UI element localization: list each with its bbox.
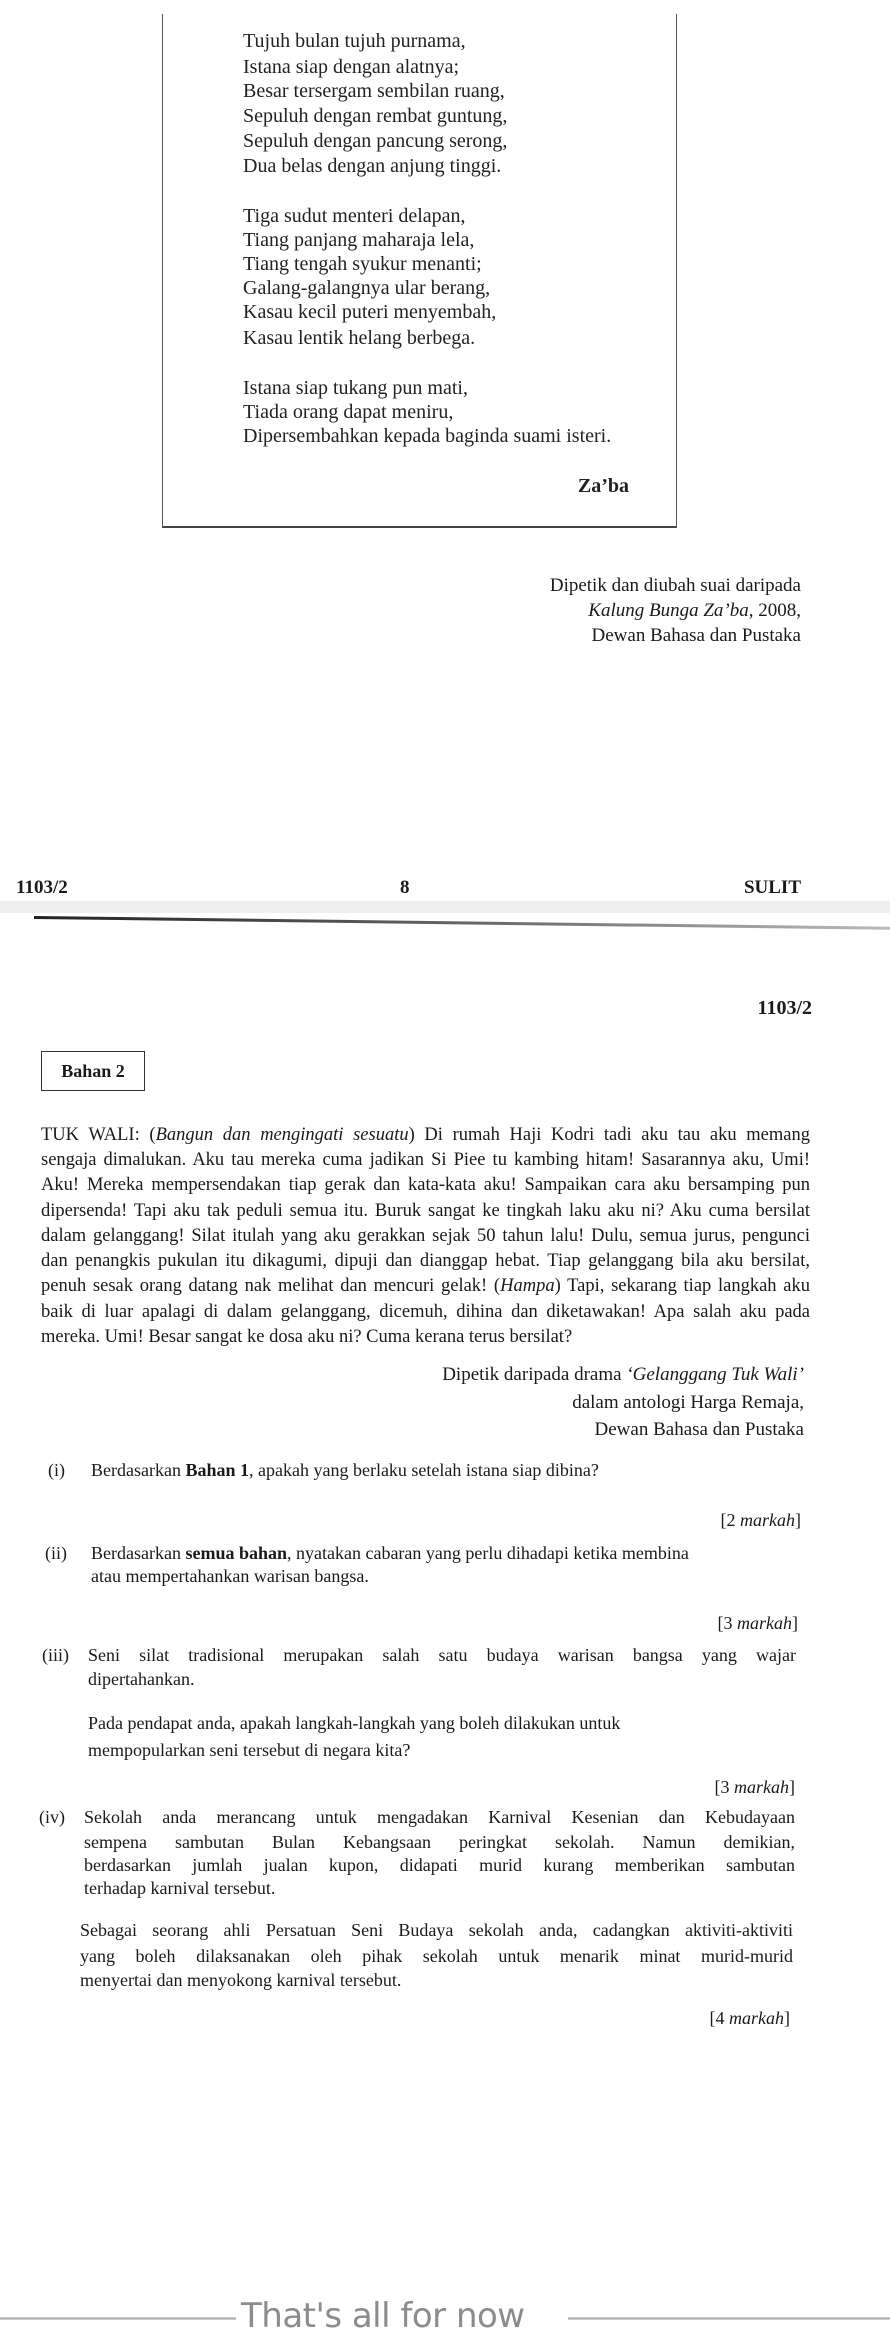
poem-line [243,277,490,299]
passage-line [41,1301,810,1323]
question-line [84,1854,795,1876]
text-segment: dan penangkis pukulan itu dikagumi, dipuji dan dianggap hebat. Tiap gelanggang bila aku bersilat, [41,1251,810,1271]
bold-text: semua bahan [185,1543,287,1563]
text-segment: Dewan Bahasa dan Pustaka [594,1419,804,1440]
marks-label [721,1509,802,1531]
italic-text: markah [737,1613,792,1633]
question-number: (i) [48,1460,65,1480]
drama-citation-line [595,1419,804,1441]
text-segment: mempopularkan seni tersebut di negara kita? [88,1740,411,1760]
text-segment: baik di luar apalagi di dalam gelanggang, dicemuh, dihina dan diketawakan! Apa salah aku pada [41,1302,810,1322]
text-segment: dalam antologi Harga Remaja, [572,1392,804,1413]
question-line [88,1644,796,1666]
poem-line [243,229,474,251]
text-segment: ] [789,1777,795,1797]
passage-line [41,1174,810,1196]
question-line [84,1877,275,1899]
footer-sulit-label: SULIT [743,877,801,898]
text-segment: sempena sambutan Bulan Kebangsaan peringkat sekolah. Namun demikian, [84,1832,795,1852]
end-divider-left [0,2317,236,2320]
text-segment: Istana siap tukang pun mati, [243,377,468,399]
passage-line [41,1124,810,1146]
passage-line [41,1250,810,1272]
text-segment: , apakah yang berlaku setelah istana siap dibina? [249,1460,599,1480]
poem-line [243,205,466,227]
marks-label [718,1612,799,1634]
marks-label [715,1776,796,1798]
text-segment: berdasarkan jumlah jualan kupon, didapati murid kurang memberikan sambutan [84,1855,795,1875]
poem-line [243,130,507,152]
text-segment: terhadap karnival tersebut. [84,1878,276,1898]
text-segment: ) Tapi, sekarang tiap langkah aku [554,1276,810,1296]
text-segment: sengaja dimalukan. Aku tau mereka cuma jadikan Si Piee tu kambing hitam! Sasarannya aku, Umi! [41,1150,810,1170]
poem-citation-line [588,600,801,622]
end-divider-right [568,2317,890,2320]
text-segment: Pada pendapat anda, apakah langkah-langkah yang boleh dilakukan untuk [88,1713,621,1733]
text-segment: [2 [720,1510,740,1530]
question-line [91,1459,599,1481]
text-segment: Tiang panjang maharaja lela, [243,229,475,251]
text-segment: Tiang tengah syukur menanti; [243,253,482,275]
question-line [91,1542,689,1564]
poem-line [243,56,459,78]
text-segment: Sebagai seorang ahli Persatuan Seni Budaya sekolah anda, cadangkan aktiviti-aktiviti [80,1920,793,1940]
text-segment: ] [795,1510,801,1530]
italic-text: Bangun dan mengingati sesuatu [155,1125,409,1145]
text-segment: Galang-galangnya ular berang, [243,277,491,299]
text-segment: Seni silat tradisional merupakan salah satu budaya warisan bangsa yang wajar [88,1645,796,1665]
poem-line [243,327,475,349]
text-segment: yang boleh dilaksanakan oleh pihak sekolah untuk menarik minat murid-murid [80,1946,793,1966]
text-segment: mereka. Umi! Besar sangat ke dosa aku ni? Cuma kerana terus bersilat? [41,1327,573,1347]
text-segment: Dewan Bahasa dan Pustaka [591,625,801,646]
text-segment: [4 [709,2008,729,2028]
text-segment: penuh sesak orang datang nak melihat dan mencuri gelak! ( [41,1276,501,1296]
drama-citation-line [572,1392,804,1414]
page-break-band [0,901,890,913]
question-number: (iv) [39,1807,65,1827]
italic-text: Hampa [500,1276,555,1296]
text-segment: Dipetik daripada drama [442,1364,627,1385]
text-segment: Sepuluh dengan pancung serong, [243,130,508,152]
italic-text: markah [729,2008,784,2028]
poem-line [243,30,466,52]
text-segment: menyertai dan menyokong karnival tersebut. [80,1970,402,1990]
text-segment: dipertahankan. [88,1669,195,1689]
text-segment: Sepuluh dengan rembat guntung, [243,105,508,127]
text-segment: Tiada orang dapat meniru, [243,401,454,423]
text-segment: Sekolah anda merancang untuk mengadakan Karnival Kesenian dan Kebudayaan [84,1807,795,1827]
question-line [80,1919,793,1941]
text-segment: [3 [714,1777,734,1797]
text-segment: ] [792,1613,798,1633]
text-segment: Tujuh bulan tujuh purnama, [243,30,466,52]
passage-line [41,1326,572,1348]
question-line [91,1565,369,1587]
drama-citation-line [442,1364,804,1386]
text-segment: Dua belas dengan anjung tinggi. [243,155,502,177]
passage-line [41,1275,810,1297]
text-segment: Aku! Mereka mempersendakan tiap gerak dan kata-kata aku! Sampaikan cara aku bersamping pun [41,1175,810,1195]
text-segment: ] [784,2008,790,2028]
text-segment: Kasau lentik helang berbega. [243,327,476,349]
text-segment: , nyatakan cabaran yang perlu dihadapi ketika membina [287,1543,689,1563]
marks-label [710,2007,791,2029]
poem-citation-line [550,575,801,597]
poem-line [243,155,501,177]
page-divider [34,916,890,930]
text-segment: Dipersembahkan kepada baginda suami isteri. [243,425,612,447]
question-line [84,1831,795,1853]
question-line [88,1712,620,1734]
text-segment: Kasau kecil puteri menyembah, [243,301,497,323]
text-segment: [3 [717,1613,737,1633]
passage-line [41,1225,810,1247]
bold-text: Za’ba [577,475,629,497]
passage-line [41,1200,810,1222]
passage-line [41,1149,810,1171]
text-segment: Dipetik dan diubah suai daripada [549,575,801,596]
bold-text: Bahan 1 [185,1460,249,1480]
text-segment: TUK WALI: ( [41,1125,156,1145]
bahan-2-label: Bahan 2 [41,1051,145,1091]
footer-paper-code: 1103/2 [16,877,68,898]
text-segment: Istana siap dengan alatnya; [243,56,460,78]
poem-line [243,377,468,399]
text-segment: ) Di rumah Haji Kodri tadi aku tau aku memang [408,1125,810,1145]
poem-line [243,301,496,323]
text-segment: , 2008, [748,600,801,621]
poem-author [578,475,629,497]
poem-line [243,253,482,275]
end-banner-text: That's all for now [241,2296,525,2336]
footer-page-number: 8 [400,877,410,898]
text-segment: dalam gelanggang! Silat itulah yang aku gerakkan sejak 50 tahun lalu! Dulu, semua jurus, pengunci [41,1226,810,1246]
text-segment: Tiga sudut menteri delapan, [243,205,466,227]
text-segment: atau mempertahankan warisan bangsa. [91,1566,369,1586]
question-line [80,1969,401,1991]
header-paper-code: 1103/2 [757,997,812,1019]
end-of-content-banner [0,2296,890,2336]
text-segment: Berdasarkan [91,1543,186,1563]
text-segment: Besar tersergam sembilan ruang, [243,80,505,102]
poem-line [243,401,453,423]
italic-text: markah [740,1510,795,1530]
question-line [84,1806,795,1828]
text-segment: Berdasarkan [91,1460,186,1480]
poem-line [243,425,611,447]
question-number: (iii) [42,1645,69,1665]
question-line [88,1668,194,1690]
poem-line [243,80,505,102]
question-line [88,1739,410,1761]
question-number: (ii) [45,1543,67,1563]
italic-text: markah [734,1777,789,1797]
italic-text: ‘Gelanggang Tuk Wali’ [626,1364,804,1385]
text-segment: dipersenda! Tapi aku tak peduli semua itu. Buruk sangat ke tingkah laku aku ni? Aku cuma bersilat [41,1201,810,1221]
poem-citation-line [592,625,801,647]
italic-text: Kalung Bunga Za’ba [588,600,749,621]
question-line [80,1945,793,1967]
poem-line [243,105,507,127]
